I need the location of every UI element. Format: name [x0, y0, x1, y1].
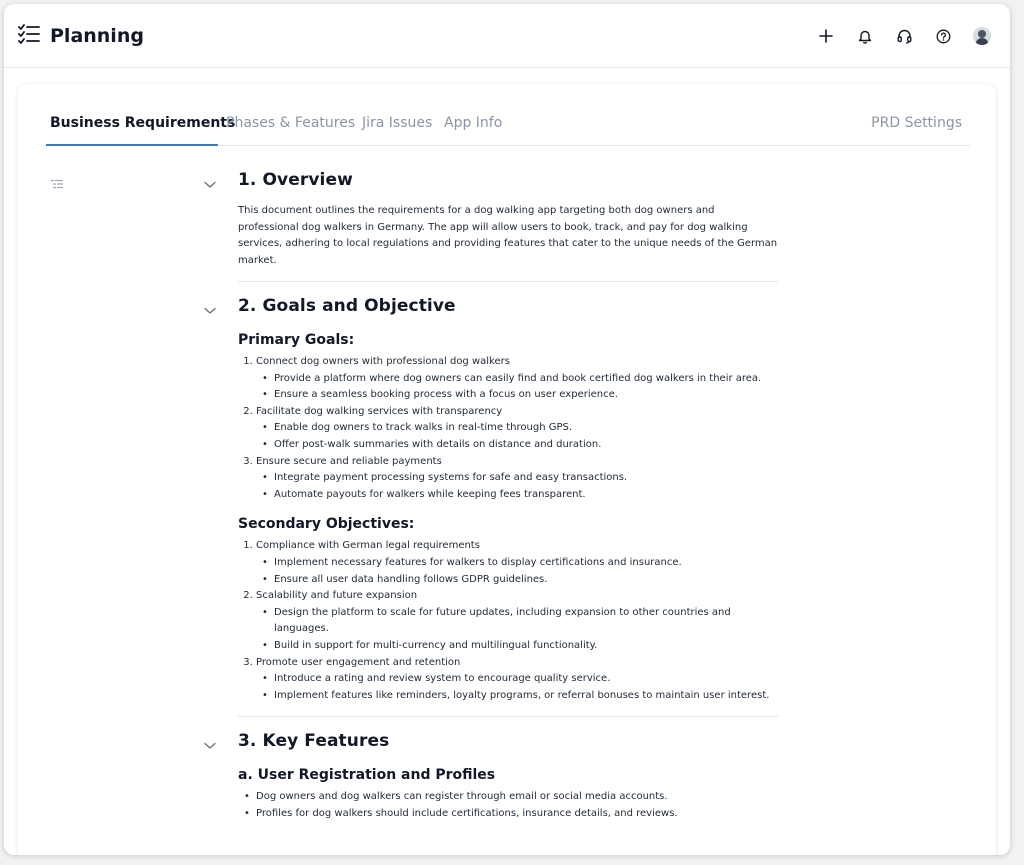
- list-item: • Implement features like reminders, loyalty programs, or referral bonuses to maintain user interest.: [274, 688, 778, 705]
- outline-toggle-icon[interactable]: [50, 176, 64, 195]
- section-divider: [238, 281, 778, 282]
- list-item: • Enable dog owners to track walks in real-time through GPS.: [274, 420, 778, 437]
- list-item: • Design the platform to scale for future updates, including expansion to other countries and languages.: [274, 605, 778, 638]
- list-item: [256, 404, 778, 454]
- section-heading-overview: 1. Overview: [238, 170, 353, 190]
- prd-card: [18, 84, 996, 855]
- user-registration-heading: a. User Registration and Profiles: [238, 767, 496, 784]
- list-item: • Implement necessary features for walkers to display certifications and insurance.: [274, 555, 778, 572]
- list-item: [256, 588, 778, 654]
- tab-bar: [46, 104, 970, 146]
- list-item-text: Facilitate dog walking services with transparency: [256, 405, 503, 417]
- avatar-button[interactable]: [968, 22, 996, 50]
- section-heading-goals: 2. Goals and Objective: [238, 296, 456, 316]
- list-item: • Offer post-walk summaries with details on distance and duration.: [274, 437, 778, 454]
- tab-jira-issues[interactable]: Jira Issues: [362, 115, 433, 131]
- bell-icon[interactable]: [851, 22, 879, 50]
- list-item: • Integrate payment processing systems for safe and easy transactions.: [274, 470, 778, 487]
- list-item: • Dog owners and dog walkers can register through email or social media accounts.: [256, 789, 778, 806]
- list-item: • Provide a platform where dog owners can easily find and book certified dog walkers in their area.: [274, 371, 778, 388]
- top-bar: [4, 4, 1010, 68]
- registration-list: [238, 789, 778, 822]
- planning-list-icon: [18, 24, 40, 48]
- section-divider: [238, 716, 778, 717]
- tab-app-info[interactable]: App Info: [444, 115, 503, 131]
- chevron-down-icon[interactable]: [204, 735, 216, 754]
- list-item: • Automate payouts for walkers while keeping fees transparent.: [274, 487, 778, 504]
- list-item-text: Scalability and future expansion: [256, 590, 418, 602]
- tab-business-requirements[interactable]: Business Requirements: [50, 115, 236, 131]
- list-item: [256, 655, 778, 705]
- chevron-down-icon[interactable]: [204, 300, 216, 319]
- headset-icon[interactable]: [890, 22, 918, 50]
- avatar: [973, 27, 991, 45]
- section-heading-features: 3. Key Features: [238, 731, 390, 752]
- active-tab-indicator: [46, 144, 218, 146]
- list-item-text: Ensure secure and reliable payments: [256, 455, 442, 467]
- chevron-down-icon[interactable]: [204, 174, 216, 193]
- section-overview-header: [238, 170, 778, 190]
- page-title: Planning: [50, 24, 144, 47]
- section-goals-header: [238, 296, 778, 316]
- list-item: [256, 538, 778, 588]
- secondary-objectives-list: [238, 538, 778, 704]
- list-item: • Build in support for multi-currency and multilingual functionality.: [274, 638, 778, 655]
- list-item-text: Connect dog owners with professional dog walkers: [256, 356, 510, 367]
- primary-goals-list: [238, 354, 778, 503]
- app-window: [4, 4, 1010, 855]
- list-item: • Ensure a seamless booking process with a focus on user experience.: [274, 387, 778, 404]
- list-item: • Introduce a rating and review system to encourage quality service.: [274, 671, 778, 688]
- list-item: [256, 454, 778, 504]
- add-icon[interactable]: [812, 22, 840, 50]
- secondary-objectives-heading: Secondary Objectives:: [238, 516, 415, 533]
- list-item-text: Promote user engagement and retention: [256, 656, 461, 668]
- list-item: [256, 354, 778, 404]
- tab-prd-settings[interactable]: PRD Settings: [871, 115, 962, 131]
- help-icon[interactable]: [929, 22, 957, 50]
- overview-paragraph: This document outlines the requirements for a dog walking app targeting both dog owners and professional dog walkers in Germany. The app will allow users to book, track, and pay for dog walking services, adhering to local regulations and providing features that cater to the unique needs of the German market.: [238, 205, 778, 266]
- list-item: • Profiles for dog walkers should include certifications, insurance details, and reviews.: [256, 806, 778, 823]
- tab-phases-features[interactable]: Phases & Features: [226, 115, 356, 131]
- primary-goals-heading: Primary Goals:: [238, 332, 355, 348]
- section-features-header: [238, 731, 778, 751]
- list-item: • Ensure all user data handling follows GDPR guidelines.: [274, 572, 778, 589]
- document-content: [238, 170, 778, 822]
- list-item-text: Compliance with German legal requirements: [256, 540, 480, 552]
- header-actions: [801, 22, 996, 50]
